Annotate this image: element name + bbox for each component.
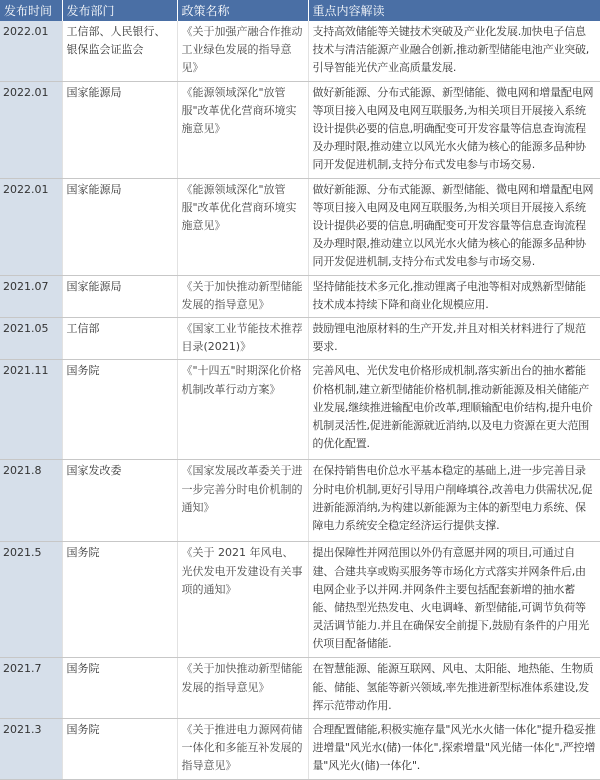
cell-content: 在智慧能源、能源互联网、风电、太阳能、地热能、生物质能、储能、氢能等新兴领域,率先推进新型标准体系建设,发挥示范带动作用. — [308, 658, 600, 719]
cell-department: 国务院 — [62, 360, 177, 460]
cell-content: 鼓励锂电池原材料的生产开发,并且对相关材料进行了规范要求. — [308, 318, 600, 360]
cell-date: 2021.7 — [0, 658, 62, 719]
cell-content: 完善风电、光伏发电价格形成机制,落实新出台的抽水蓄能价格机制,建立新型储能价格机制,推动新能源及相关储能产业发展,继续推进输配电价改革,理顺输配电价结构,提升电价机制灵活性,促进新能源就近消纳,以及电力资源在更大范围的优化配置. — [308, 360, 600, 460]
cell-policy-name: 《关于推进电力源网荷储一体化和多能互补发展的指导意见》 — [177, 719, 308, 780]
cell-date: 2021.5 — [0, 542, 62, 658]
table-row — [0, 21, 600, 81]
cell-policy-name: 《关于加快推动新型储能发展的指导意见》 — [177, 275, 308, 317]
cell-department: 国务院 — [62, 542, 177, 658]
cell-date: 2021.8 — [0, 460, 62, 542]
cell-date: 2021.07 — [0, 275, 62, 317]
cell-content: 做好新能源、分布式能源、新型储能、微电网和增量配电网等项目接入电网及电网互联服务,为相关项目开展接入系统设计提供必要的信息,明确配变可开发容量等信息查询流程及办理时限,推动建立以风光水火储为核心的能源多品种协同开发促进机制,支持分布式发电参与市场交易. — [308, 81, 600, 178]
cell-policy-name: 《关于加快推动新型储能发展的指导意见》 — [177, 658, 308, 719]
table-row — [0, 178, 600, 275]
cell-policy-name: 《关于 2021 年风电、光伏发电开发建设有关事项的通知》 — [177, 542, 308, 658]
cell-department: 国家能源局 — [62, 275, 177, 317]
header-date: 发布时间 — [0, 0, 62, 21]
cell-content: 合理配置储能,积极实施存量"风光水火储一体化"提升稳妥推进增量"风光水(储)一体化",探索增量"风光储一体化",严控增量"风光火(储)一体化". — [308, 719, 600, 780]
table-row — [0, 275, 600, 317]
cell-policy-name: 《国家工业节能技术推荐目录(2021)》 — [177, 318, 308, 360]
cell-content: 在保持销售电价总水平基本稳定的基础上,进一步完善目录分时电价机制,更好引导用户削峰填谷,改善电力供需状况,促进新能源消纳,为构建以新能源为主体的新型电力系统、保障电力系统安全稳定经济运行提供支撑. — [308, 460, 600, 542]
cell-department: 工信部 — [62, 318, 177, 360]
cell-department: 国家能源局 — [62, 81, 177, 178]
cell-content: 做好新能源、分布式能源、新型储能、微电网和增量配电网等项目接入电网及电网互联服务,为相关项目开展接入系统设计提供必要的信息,明确配变可开发容量等信息查询流程及办理时限,推动建立以风光水火储为核心的能源多品种协同开发促进机制,支持分布式发电参与市场交易. — [308, 178, 600, 275]
cell-content: 支持高效储能等关键技术突破及产业化发展.加快电子信息技术与清洁能源产业融合创新,推动新型储能电池产业突破,引导智能光伏产业高质量发展. — [308, 21, 600, 81]
header-policy-name: 政策名称 — [177, 0, 308, 21]
cell-department: 国务院 — [62, 719, 177, 780]
cell-date: 2021.11 — [0, 360, 62, 460]
table-row — [0, 318, 600, 360]
header-key-content: 重点内容解读 — [308, 0, 600, 21]
cell-content: 提出保障性并网范围以外仍有意愿并网的项目,可通过自建、合建共享或购买服务等市场化方式落实并网条件后,由电网企业予以并网.并网条件主要包括配套新增的抽水蓄能、储热型光热发电、火电调峰、新型储能,可调节负荷等灵活调节能力.并且在确保安全前提下,鼓励有条件的户用光伏项目配备储能. — [308, 542, 600, 658]
cell-policy-name: 《"十四五"时期深化价格机制改革行动方案》 — [177, 360, 308, 460]
cell-department: 国家发改委 — [62, 460, 177, 542]
cell-policy-name: 《能源领域深化"放管服"改革优化营商环境实施意见》 — [177, 81, 308, 178]
table-row — [0, 360, 600, 460]
cell-policy-name: 《关于加强产融合作推动工业绿色发展的指导意见》 — [177, 21, 308, 81]
table-row — [0, 719, 600, 780]
cell-department: 国务院 — [62, 658, 177, 719]
cell-date: 2021.05 — [0, 318, 62, 360]
table-header-row — [0, 0, 600, 21]
cell-date: 2022.01 — [0, 21, 62, 81]
cell-department: 工信部、人民银行、银保监会证监会 — [62, 21, 177, 81]
table-row — [0, 658, 600, 719]
cell-date: 2022.01 — [0, 178, 62, 275]
table-row — [0, 460, 600, 542]
table-row — [0, 81, 600, 178]
table-row — [0, 542, 600, 658]
cell-content: 坚持储能技术多元化,推动锂离子电池等相对成熟新型储能技术成本持续下降和商业化规模应用. — [308, 275, 600, 317]
cell-date: 2022.01 — [0, 81, 62, 178]
cell-policy-name: 《国家发展改革委关于进一步完善分时电价机制的通知》 — [177, 460, 308, 542]
cell-department: 国家能源局 — [62, 178, 177, 275]
cell-policy-name: 《能源领域深化"放管服"改革优化营商环境实施意见》 — [177, 178, 308, 275]
cell-date: 2021.3 — [0, 719, 62, 780]
header-department: 发布部门 — [62, 0, 177, 21]
